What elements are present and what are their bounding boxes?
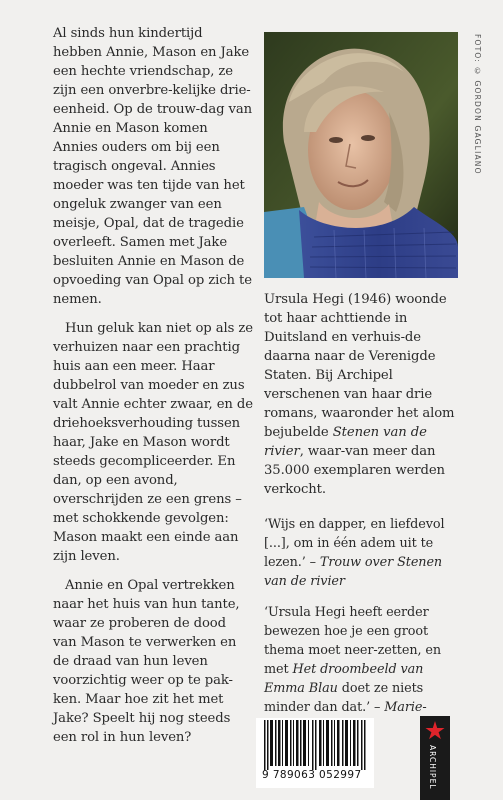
blurb-text — [53, 24, 253, 757]
author-bio-text-2: , waar-van meer dan 35.000 exemplaren werden verkocht. — [264, 444, 445, 497]
review-quote-2-text-1: ‘Ursula Hegi heeft eerder bewezen hoe je een groot thema moet neer-zetten, en met — [264, 605, 442, 677]
blurb-paragraph-2: Hun geluk kan niet op als ze verhuizen naar een prachtig huis aan een meer. Haar dubbelrol van moeder en zus valt Annie echter zwaar, en de driehoeksverhouding tussen haar, Jake en Mason wordt steeds gecompliceerder. En dan, op een avond, overschrijden ze een grens – met schokkende gevolgen: Mason maakt een einde aan zijn leven. — [53, 321, 253, 564]
photo-credit: FOTO: © GORDON GAGLIANO — [473, 34, 482, 175]
author-info — [264, 290, 464, 748]
star-icon — [420, 716, 450, 746]
author-bio-book-title: Stenen van de rivier — [264, 425, 427, 459]
review-quote-1-source: Trouw over Stenen van de rivier — [264, 555, 443, 589]
review-quote-2-text-2: doet ze niets minder dan dat.’ – — [264, 681, 424, 715]
review-quote-2-book-title: Het droombeeld van Emma Blau — [264, 662, 424, 696]
barcode-bars — [256, 718, 374, 770]
review-quote-1 — [264, 515, 464, 591]
review-quote-2-source: Marie- — [384, 700, 427, 715]
author-photo — [264, 32, 458, 278]
author-bio-text-1: Ursula Hegi (1946) woonde tot haar achttiende in Duitsland en verhuis-de daarna naar de Verenigde Staten. Bij Archipel verschenen van haar drie romans, waaronder het alom bejubelde — [264, 292, 455, 440]
publisher-name: ARCHIPEL — [428, 745, 437, 790]
review-quote-1-text: ‘Wijs en dapper, en liefdevol [...], om in één adem uit te lezen.’ – — [264, 517, 445, 570]
blurb-paragraph-1: Al sinds hun kindertijd hebben Annie, Mason en Jake een hechte vriendschap, ze zijn een onverbre-kelijke drie-eenheid. Op de trouw-dag van Annie en Mason komen Annies ouders om bij een tragisch ongeval. Annies moeder was ten tijde van het ongeluk zwanger van een meisje, Opal, dat de tragedie overleeft. Samen met Jake besluiten Annie en Mason de opvoeding van Opal op zich te nemen. — [53, 26, 253, 307]
isbn-number: 9 789063 052997 — [262, 769, 362, 781]
author-bio — [264, 290, 464, 499]
blurb-paragraph-3: Annie en Opal vertrekken naar het huis van hun tante, waar ze proberen de dood van Mason te verwerken en de draad van hun leven voorzichtig weer op te pak-ken. Maar hoe zit het met Jake? Speelt hij nog steeds een rol in hun leven? — [53, 578, 240, 745]
